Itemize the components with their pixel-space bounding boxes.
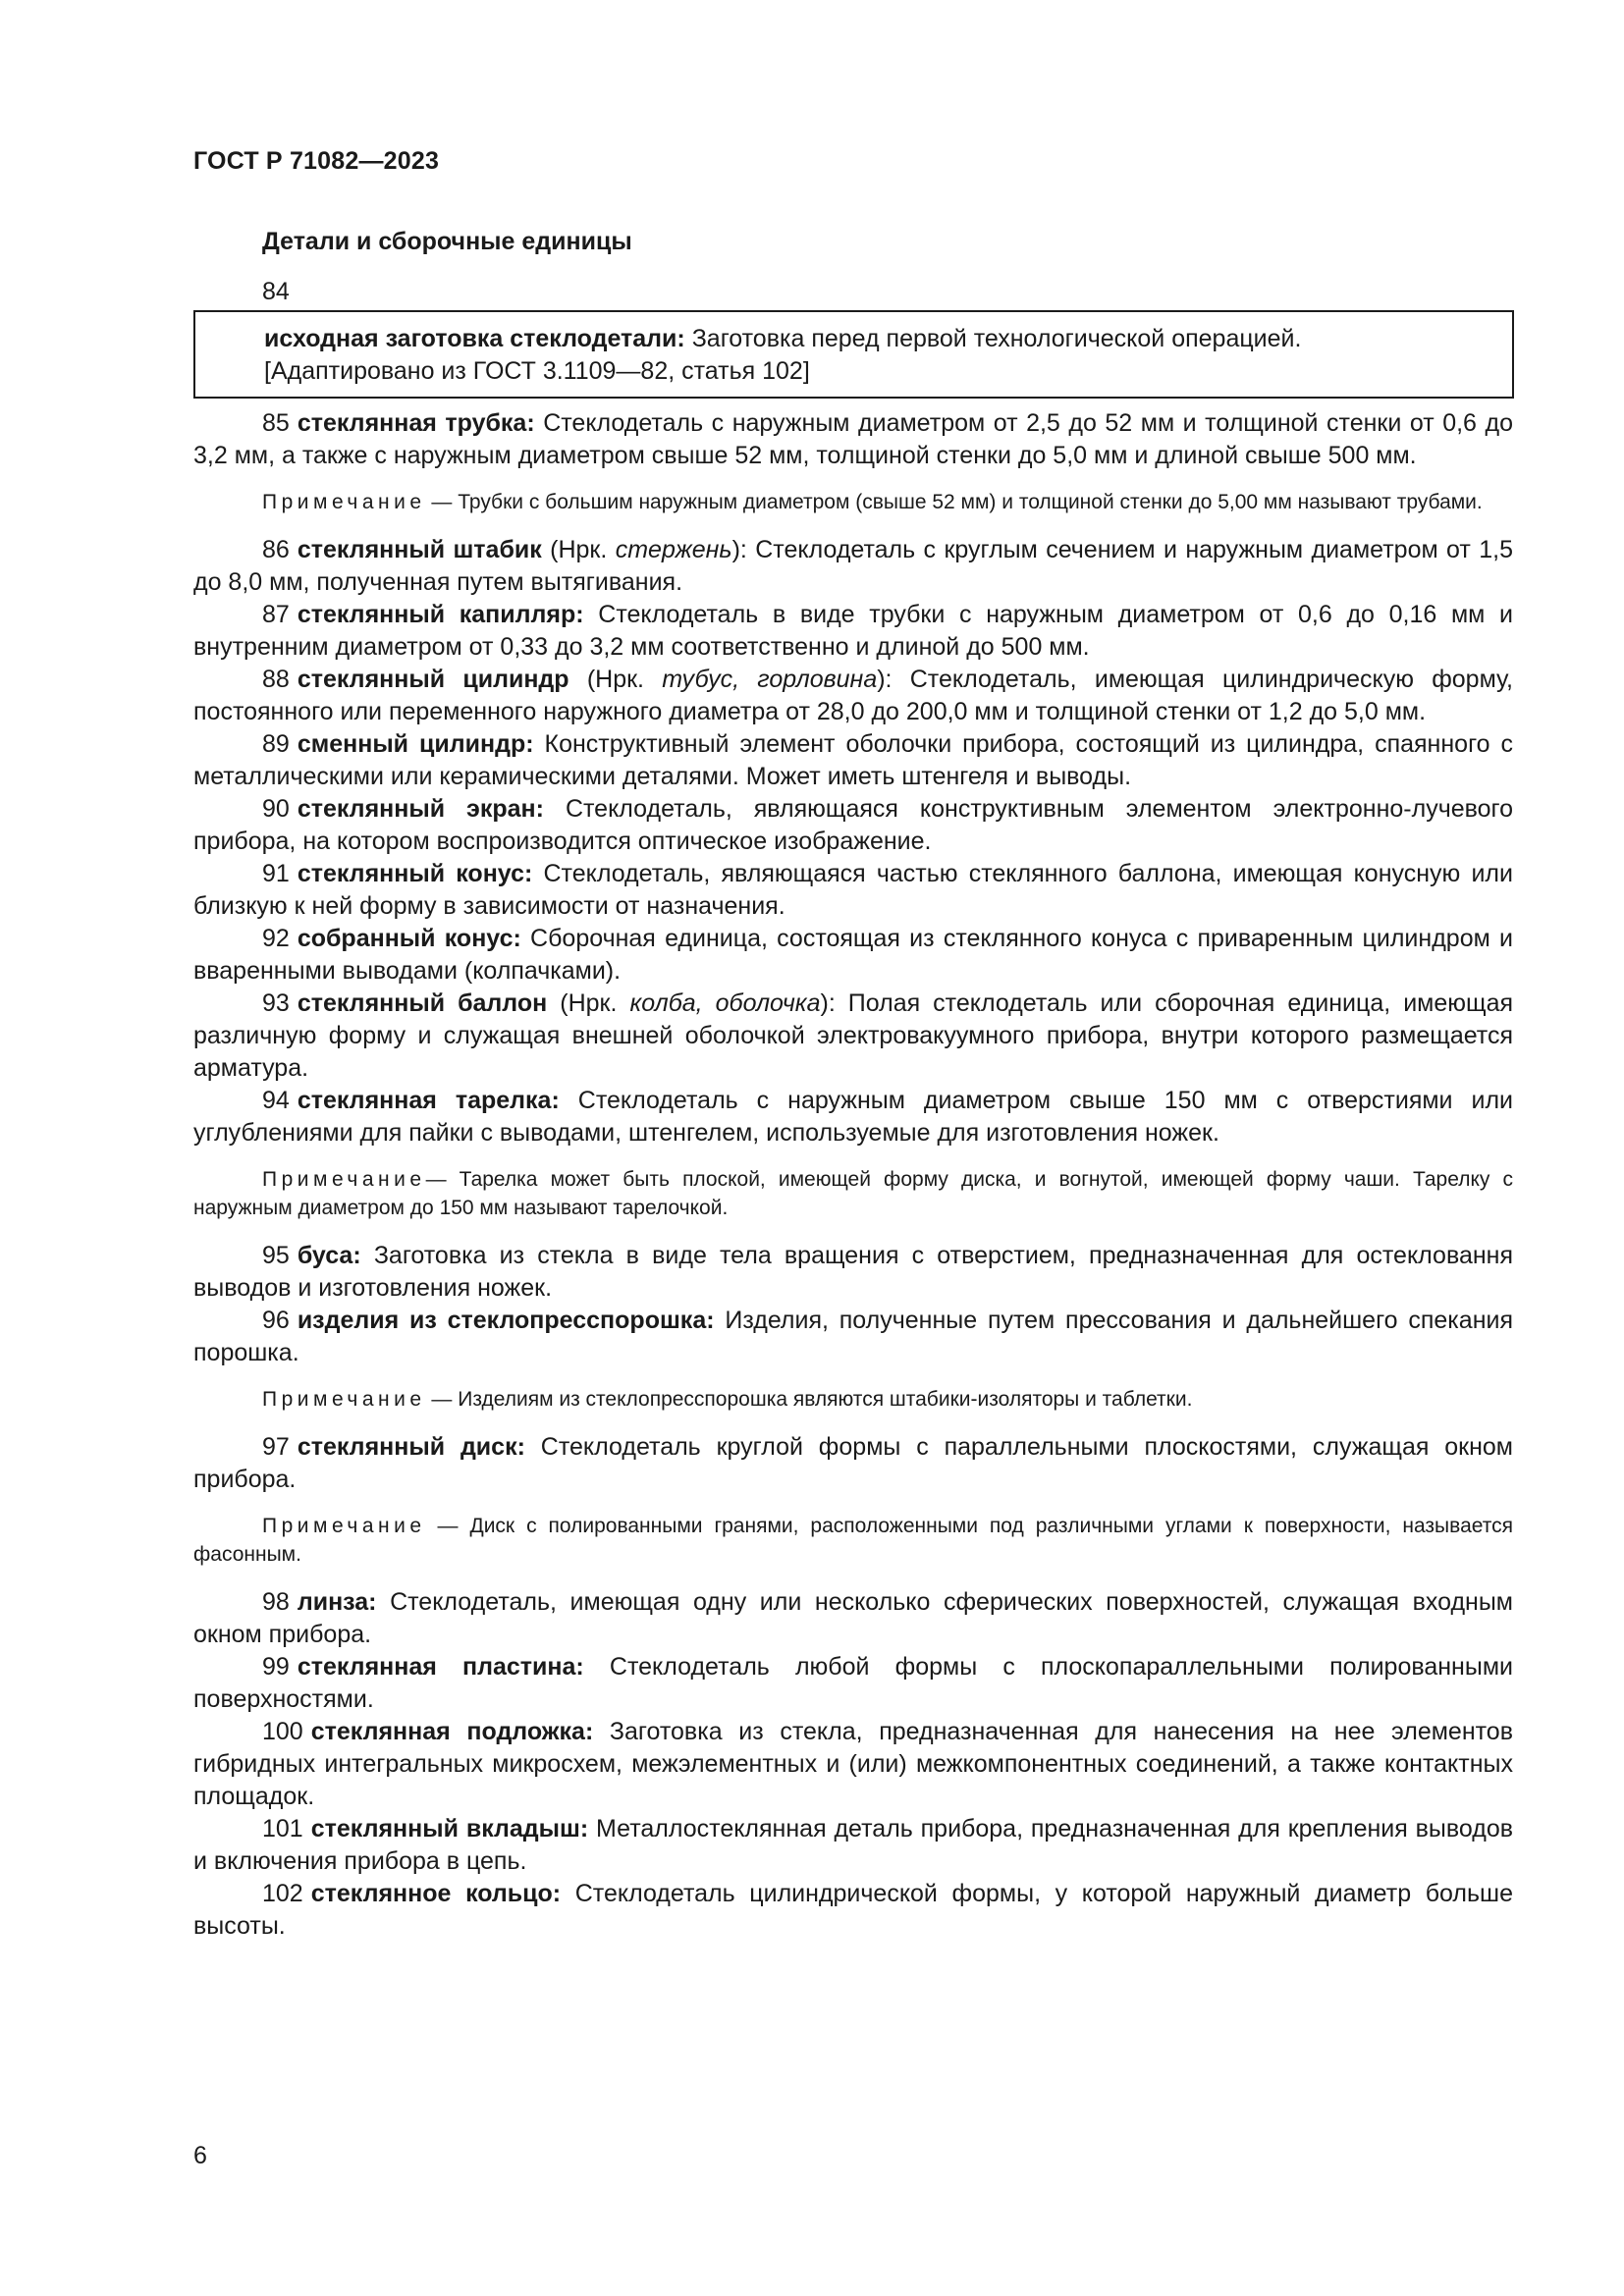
term: изделия из стеклопресспорошка: bbox=[297, 1307, 715, 1334]
term: стеклянная подложка: bbox=[310, 1718, 594, 1745]
term-entry bbox=[193, 858, 1513, 923]
document-id: ГОСТ Р 71082—2023 bbox=[193, 147, 440, 175]
term-entry bbox=[193, 1651, 1513, 1716]
definition: ): Стеклодеталь, имеющая цилиндрическую форму, постоянного или переменного наружного диаметра от 28,0 до 200,0 мм и толщиной стенки от 1,2 до 5,0 мм. bbox=[193, 666, 1513, 725]
definition: Заготовка из стекла в виде тела вращения с отверстием, предназначенная для остекловання выводов и изготовления ножек. bbox=[193, 1242, 1513, 1302]
term: стеклянный вкладыш: bbox=[310, 1815, 589, 1842]
note bbox=[193, 1165, 1513, 1222]
term-entry bbox=[193, 599, 1513, 664]
boxed-term-line bbox=[264, 323, 1492, 355]
term-entry bbox=[193, 988, 1513, 1085]
boxed-term-entry bbox=[193, 310, 1514, 399]
term: стеклянный капилляр: bbox=[297, 601, 584, 628]
entry-number: 87 bbox=[262, 601, 290, 628]
definition: Стеклодеталь, имеющая одну или несколько сферических поверхностей, служащая входным окном прибора. bbox=[193, 1588, 1513, 1648]
definition: Заготовка перед первой технологической операцией. bbox=[684, 325, 1302, 352]
term-entry bbox=[193, 1586, 1513, 1651]
term: сменный цилиндр: bbox=[297, 730, 534, 758]
term-entry bbox=[193, 1305, 1513, 1369]
entry-number: 97 bbox=[262, 1433, 290, 1461]
term: стеклянная трубка: bbox=[297, 409, 535, 437]
term: стеклянный экран: bbox=[297, 795, 544, 823]
entry-number: 86 bbox=[262, 536, 290, 563]
term: стеклянный баллон bbox=[297, 989, 548, 1017]
entry-number: 101 bbox=[262, 1815, 303, 1842]
entry-number: 98 bbox=[262, 1588, 290, 1616]
entry-number: 93 bbox=[262, 989, 290, 1017]
boxed-entry-number: 84 bbox=[262, 278, 290, 305]
term: стеклянный цилиндр bbox=[297, 666, 569, 693]
note bbox=[193, 1385, 1513, 1414]
term: исходная заготовка стеклодетали: bbox=[264, 325, 685, 352]
note-label: Примечание bbox=[262, 1168, 426, 1191]
definition: Конструктивный элемент оболочки прибора, состоящий из цилиндра, спаянного с металлическими или керамическими деталями. Может иметь штенгеля и выводы. bbox=[193, 730, 1513, 790]
deprecated-term: стержень bbox=[615, 536, 732, 563]
note-label: Примечание bbox=[262, 491, 426, 513]
term-prefix: (Нрк. bbox=[568, 666, 663, 693]
definition: Стеклодеталь в виде трубки с наружным диаметром от 0,6 до 0,16 мм и внутренним диаметром от 0,33 до 3,2 мм соответственно и длиной до 500 мм. bbox=[193, 601, 1513, 661]
term-source: [Адаптировано из ГОСТ 3.1109—82, статья 102] bbox=[264, 357, 810, 385]
definition: Стеклодеталь цилиндрической формы, у которой наружный диаметр больше высоты. bbox=[193, 1880, 1513, 1940]
note bbox=[193, 1512, 1513, 1569]
entry-number: 99 bbox=[262, 1653, 290, 1681]
definition: Стеклодеталь, являющаяся конструктивным элементом электронно-лучевого прибора, на котором воспроизводится оптическое изображение. bbox=[193, 795, 1514, 855]
note-label: Примечание bbox=[262, 1515, 426, 1537]
term-entry bbox=[193, 728, 1513, 793]
term: буса: bbox=[297, 1242, 361, 1269]
note-text: — Трубки с большим наружным диаметром (свыше 52 мм) и толщиной стенки до 5,00 мм называют трубами. bbox=[425, 491, 1483, 513]
definition: ): Стеклодеталь с круглым сечением и наружным диаметром от 1,5 до 8,0 мм, полученная путем вытягивания. bbox=[193, 536, 1513, 596]
term: стеклянное кольцо: bbox=[310, 1880, 562, 1907]
term-entry bbox=[193, 1085, 1513, 1149]
terms-list bbox=[193, 407, 1513, 1943]
term: стеклянный диск: bbox=[297, 1433, 525, 1461]
term: стеклянный конус: bbox=[297, 860, 533, 887]
definition: Стеклодеталь с наружным диаметром свыше 150 мм с отверстиями или углублениями для пайки с выводами, штенгелем, используемые для изготовления ножек. bbox=[193, 1087, 1514, 1147]
term: стеклянный штабик bbox=[297, 536, 542, 563]
term-entry bbox=[193, 793, 1513, 858]
definition: Стеклодеталь круглой формы с параллельными плоскостями, служащая окном прибора. bbox=[193, 1433, 1513, 1493]
definition: Металлостеклянная деталь прибора, предназначенная для крепления выводов и включения прибора в цепь. bbox=[193, 1815, 1513, 1875]
entry-number: 85 bbox=[262, 409, 290, 437]
page-number: 6 bbox=[193, 2142, 207, 2169]
term-prefix: (Нрк. bbox=[541, 536, 616, 563]
term-entry bbox=[193, 407, 1513, 472]
note-text: — Тарелка может быть плоской, имеющей форму диска, и вогнутой, имеющей форму чаши. Тарелку с наружным диаметром до 150 мм называют тарелочкой. bbox=[193, 1168, 1513, 1219]
term-entry bbox=[193, 1431, 1513, 1496]
entry-number: 96 bbox=[262, 1307, 290, 1334]
definition: Стеклодеталь, являющаяся частью стеклянного баллона, имеющая конусную или близкую к ней форму в зависимости от назначения. bbox=[193, 860, 1513, 920]
definition: Стеклодеталь любой формы с плоскопараллельными полированными поверхностями. bbox=[193, 1653, 1513, 1713]
entry-number: 91 bbox=[262, 860, 290, 887]
note-label: Примечание bbox=[262, 1388, 426, 1411]
note bbox=[193, 488, 1513, 516]
term-entry bbox=[193, 1716, 1513, 1813]
term: линза: bbox=[297, 1588, 377, 1616]
term-entry bbox=[193, 664, 1513, 728]
definition: Изделия, полученные путем прессования и дальнейшего спекания порошка. bbox=[193, 1307, 1514, 1366]
section-title: Детали и сборочные единицы bbox=[262, 228, 632, 255]
note-text: — Диск с полированными гранями, расположенными под различными углами к поверхности, называется фасонным. bbox=[193, 1515, 1513, 1566]
term-entry bbox=[193, 1813, 1513, 1878]
definition: Сборочная единица, состоящая из стеклянного конуса с приваренным цилиндром и вваренными выводами (колпачками). bbox=[193, 925, 1513, 985]
term-prefix: (Нрк. bbox=[547, 989, 630, 1017]
deprecated-term: колба, оболочка bbox=[629, 989, 821, 1017]
definition: ): Полая стеклодеталь или сборочная единица, имеющая различную форму и служащая внешней оболочкой электровакуумного прибора, внутри которого размещается арматура. bbox=[193, 989, 1514, 1082]
term-entry bbox=[193, 534, 1513, 599]
term: собранный конус: bbox=[297, 925, 521, 952]
definition: Заготовка из стекла, предназначенная для нанесения на нее элементов гибридных интегральных микросхем, межэлементных и (или) межкомпонентных соединений, а также контактных площадок. bbox=[193, 1718, 1513, 1810]
term-entry bbox=[193, 923, 1513, 988]
term: стеклянная пластина: bbox=[297, 1653, 584, 1681]
entry-number: 88 bbox=[262, 666, 290, 693]
term-entry bbox=[193, 1878, 1513, 1943]
entry-number: 89 bbox=[262, 730, 290, 758]
entry-number: 94 bbox=[262, 1087, 290, 1114]
entry-number: 90 bbox=[262, 795, 290, 823]
entry-number: 92 bbox=[262, 925, 290, 952]
term: стеклянная тарелка: bbox=[297, 1087, 560, 1114]
note-text: — Изделиям из стеклопресспорошка являются штабики-изоляторы и таблетки. bbox=[425, 1388, 1193, 1411]
entry-number: 102 bbox=[262, 1880, 303, 1907]
entry-number: 95 bbox=[262, 1242, 290, 1269]
entry-number: 100 bbox=[262, 1718, 303, 1745]
deprecated-term: тубус, горловина bbox=[662, 666, 878, 693]
term-entry bbox=[193, 1240, 1513, 1305]
definition: Стеклодеталь с наружным диаметром от 2,5 до 52 мм и толщиной стенки от 0,6 до 3,2 мм, а также с наружным диаметром свыше 52 мм, толщиной стенки до 5,0 мм и длиной свыше 500 мм. bbox=[193, 409, 1513, 469]
